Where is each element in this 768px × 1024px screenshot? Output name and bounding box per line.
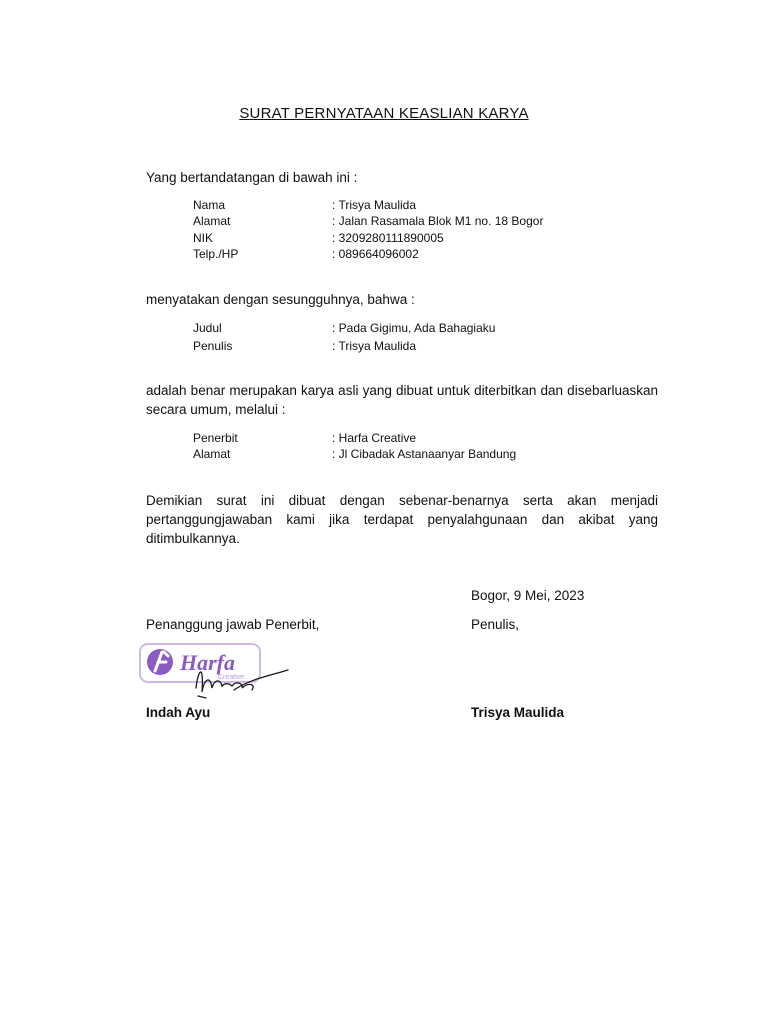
original-claim-paragraph: adalah benar merupakan karya asli yang dibuat untuk diterbitkan dan disebarluaskan secara umum, melalui : xyxy=(146,383,658,417)
closing-paragraph: Demikian surat ini dibuat dengan sebenar-benarnya serta akan menjadi pertanggungjawaban kami jika terdapat penyalahgunaan dan akibat yang ditimbulkannya. xyxy=(146,493,658,546)
stamp-logo-text: Harfa xyxy=(180,650,235,675)
field-label: Alamat xyxy=(193,214,231,229)
field-label: Nama xyxy=(193,198,226,212)
stamp-logo-subtext: Creative xyxy=(218,674,245,681)
identity-row-nama xyxy=(193,197,543,213)
document-title: SURAT PERNYATAAN KEASLIAN KARYA xyxy=(239,105,529,122)
work-table xyxy=(193,319,495,355)
publisher-table xyxy=(193,430,516,463)
field-value: : Trisya Maulida xyxy=(332,198,417,212)
identity-row-nik xyxy=(193,230,543,246)
intro-text: Yang bertandatangan di bawah ini : xyxy=(146,170,358,185)
field-label: Alamat xyxy=(193,447,231,462)
field-label: Penerbit xyxy=(193,431,238,445)
signatory-right-label: Penulis, xyxy=(471,617,520,632)
signatory-left-label: Penanggung jawab Penerbit, xyxy=(146,617,320,632)
work-row-judul xyxy=(193,319,495,337)
statement-text: menyatakan dengan sesungguhnya, bahwa : xyxy=(146,292,415,307)
field-value: : 089664096002 xyxy=(332,246,419,261)
field-label: Penulis xyxy=(193,339,233,353)
identity-row-alamat xyxy=(193,213,543,229)
place-date: Bogor, 9 Mei, 2023 xyxy=(471,588,585,603)
signatory-right-name: Trisya Maulida xyxy=(471,705,565,720)
identity-table xyxy=(193,197,543,262)
field-value: : Jalan Rasamala Blok M1 no. 18 Bogor xyxy=(332,214,544,229)
field-label: Judul xyxy=(193,321,222,335)
field-value: : Pada Gigimu, Ada Bahagiaku xyxy=(332,321,496,335)
publisher-row-alamat xyxy=(193,446,516,462)
field-label: NIK xyxy=(193,230,214,245)
publisher-stamp-signature xyxy=(138,640,290,702)
identity-row-telp xyxy=(193,246,543,262)
field-value: : Harfa Creative xyxy=(332,431,417,445)
field-value: : 3209280111890005 xyxy=(332,230,444,245)
field-value: : Trisya Maulida xyxy=(332,339,417,353)
field-label: Telp./HP xyxy=(193,246,239,261)
field-value: : Jl Cibadak Astanaanyar Bandung xyxy=(332,447,517,462)
signatory-left-name: Indah Ayu xyxy=(146,705,211,720)
work-row-penulis xyxy=(193,337,495,355)
publisher-row-penerbit xyxy=(193,430,516,446)
